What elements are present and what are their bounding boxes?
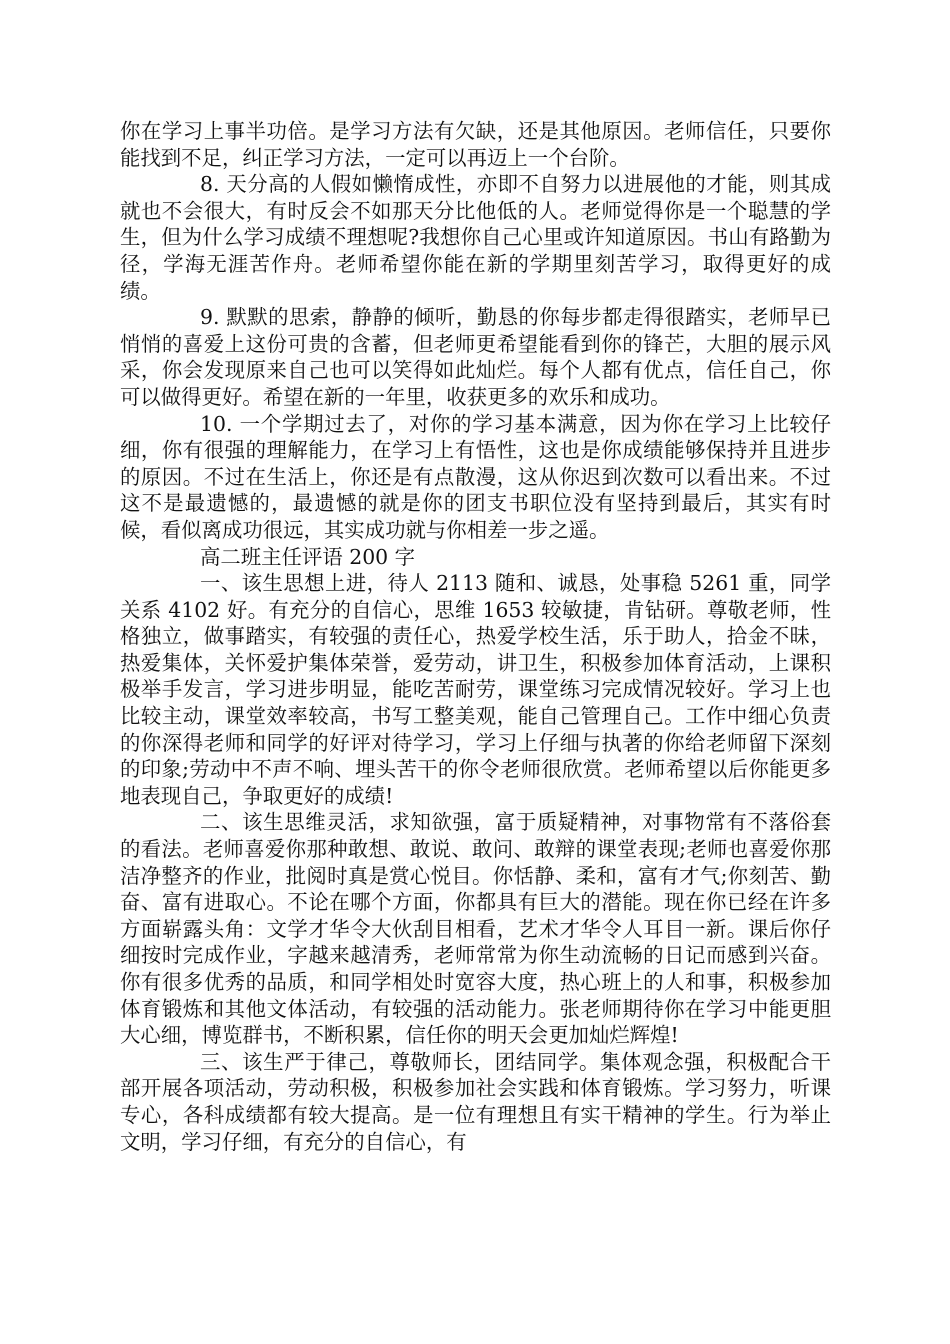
paragraph-continued: 你在学习上事半功倍。是学习方法有欠缺，还是其他原因。老师信任，只要你能找到不足，纠正学习方法，一定可以再迈上一个台阶。 bbox=[120, 119, 831, 170]
paragraph-comment-1: 一、该生思想上进，待人 2113 随和、诚恳，处事稳 5261 重，同学关系 4102 好。有充分的自信心，思维 1653 较敏捷，肯钻研。尊敬老师，性格独立，做事踏实，有较强的责任心，热爱学校生活，乐于助人，拾金不昧，热爱集体，关怀爱护集体荣誉，爱劳动，讲卫生，积极参加体育活动，上课积极举手发言，学习进步明显，能吃苦耐劳，课堂练习完成情况较好。学习上也比较主动，课堂效率较高，书写工整美观，能自己管理自己。工作中细心负责的你深得老师和同学的好评对待学习，学习上仔细与执著的你给老师留下深刻的印象;劳动中不声不响、埋头苦干的你令老师很欣赏。老师希望以后你能更多地表现自己，争取更好的成绩! bbox=[120, 571, 831, 808]
document-page bbox=[120, 118, 831, 1155]
paragraph-item-8: 8. 天分高的人假如懒惰成性，亦即不自努力以进展他的才能，则其成就也不会很大，有时反会不如那天分比他低的人。老师觉得你是一个聪慧的学生，但为什么学习成绩不理想呢?我想你自己心里或许知道原因。书山有路勤为径，学海无涯苦作舟。老师希望你能在新的学期里刻苦学习，取得更好的成绩。 bbox=[120, 172, 831, 303]
section-heading: 高二班主任评语 200 字 bbox=[200, 544, 416, 569]
paragraph-item-10: 10. 一个学期过去了，对你的学习基本满意，因为你在学习上比较仔细，你有很强的理解能力，在学习上有悟性，这也是你成绩能够保持并且进步的原因。不过在生活上，你还是有点散漫，这从你迟到次数可以看出来。不过这不是最遗憾的，最遗憾的就是你的团支书职位没有坚持到最后，其实有时候，看似离成功很远，其实成功就与你相差一步之遥。 bbox=[120, 411, 831, 542]
paragraph-comment-2: 二、该生思维灵活，求知欲强，富于质疑精神，对事物常有不落俗套的看法。老师喜爱你那种敢想、敢说、敢问、敢辩的课堂表现;老师也喜爱你那洁净整齐的作业，批阅时真是赏心悦目。你恬静、柔和，富有才气;你刻苦、勤奋、富有进取心。不论在哪个方面，你都具有巨大的潜能。现在你已经在许多方面崭露头角：文学才华令大伙刮目相看，艺术才华令人耳目一新。课后你仔细按时完成作业，字越来越清秀，老师常常为你生动流畅的日记而感到兴奋。你有很多优秀的品质，和同学相处时宽容大度，热心班上的人和事，积极参加体育锻炼和其他文体活动，有较强的活动能力。张老师期待你在学习中能更胆大心细，博览群书，不断积累，信任你的明天会更加灿烂辉煌! bbox=[120, 810, 831, 1048]
paragraph-comment-3: 三、该生严于律己，尊敬师长，团结同学。集体观念强，积极配合干部开展各项活动，劳动积极，积极参加社会实践和体育锻炼。学习努力，听课专心，各科成绩都有较大提高。是一位有理想且有实干精神的学生。行为举止文明，学习仔细，有充分的自信心，有 bbox=[120, 1049, 831, 1154]
paragraph-item-9: 9. 默默的思索，静静的倾听，勤恳的你每步都走得很踏实，老师早已悄悄的喜爱上这份可贵的含蓄，但老师更希望能看到你的锋芒，大胆的展示风采，你会发现原来自己也可以笑得如此灿烂。每个人都有优点，信任自己，你可以做得更好。希望在新的一年里，收获更多的欢乐和成功。 bbox=[120, 305, 831, 409]
